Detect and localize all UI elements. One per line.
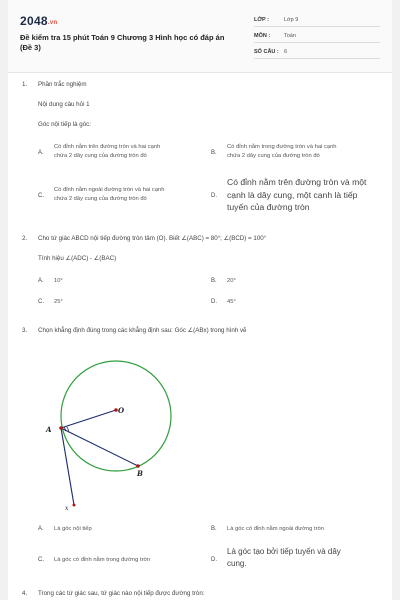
- question2-prompt: Tính hiệu ∠(ADC) - ∠(BAC): [38, 255, 117, 262]
- section1-heading: Phần trắc nghiệm: [38, 81, 87, 88]
- meta-class-key: LỚP :: [254, 17, 269, 23]
- option-letter: B.: [211, 526, 217, 532]
- option-text: Là góc nội tiếp: [54, 526, 92, 532]
- question2-text: Cho tứ giác ABCD nội tiếp đường tròn tâm (O). Biết ∠(ABC) = 80°; ∠(BCD) = 100°: [38, 235, 267, 242]
- logo-number: 2048: [20, 14, 48, 28]
- option-letter: B.: [211, 150, 217, 156]
- option-letter: C.: [38, 557, 44, 563]
- ray-ax: [61, 428, 74, 505]
- question1-text: Góc nội tiếp là góc:: [38, 121, 91, 128]
- point-b: [136, 464, 140, 468]
- option-letter: C.: [38, 299, 44, 305]
- option-text: [227, 546, 341, 570]
- label-x: x: [65, 505, 69, 512]
- logo-suffix: .vn: [47, 20, 58, 26]
- section1-subheading: Nội dung câu hỏi 1: [38, 101, 90, 108]
- option-text: Là góc có đỉnh nằm trong đường tròn: [54, 557, 150, 563]
- point-a: [59, 426, 63, 430]
- section1-number: 1.: [22, 81, 28, 88]
- label-o: O: [118, 406, 125, 415]
- option-value: 25°: [54, 299, 63, 305]
- meta-subject-value: Toán: [284, 33, 296, 39]
- meta-subject-key: MÔN :: [254, 33, 271, 39]
- question3-number: 3.: [22, 327, 28, 334]
- question2-number: 2.: [22, 235, 28, 242]
- option-letter: A.: [38, 278, 44, 284]
- meta-count-key: SỐ CÂU :: [254, 49, 279, 55]
- option-line: chứa 2 dây cung của đường tròn đó: [227, 152, 320, 159]
- title-line-2: (Đề 3): [20, 43, 41, 52]
- option-text: Là góc có đỉnh nằm ngoài đường tròn: [227, 526, 324, 532]
- worksheet-page: [8, 0, 392, 600]
- option-value: 20°: [227, 278, 236, 284]
- option-letter: D.: [211, 557, 217, 563]
- title-line-1: Đề kiểm tra 15 phút Toán 9 Chương 3 Hình học có đáp án: [20, 33, 225, 42]
- label-b: B: [137, 469, 143, 478]
- option-line: tuyến của đường tròn: [227, 202, 310, 212]
- segment-ao: [61, 410, 116, 428]
- option-line: Là góc tạo bởi tiếp tuyến và dây: [227, 547, 341, 556]
- option-letter: B.: [211, 278, 217, 284]
- option-line: cạnh là dây cung, một cạnh là tiếp: [227, 189, 358, 200]
- option-value: 10°: [54, 278, 63, 284]
- question4-number: 4.: [22, 590, 28, 597]
- option-letter: A.: [38, 526, 44, 532]
- meta-class-value: Lớp 9: [284, 17, 299, 23]
- option-line: chứa 2 dây cung của đường tròn đó: [54, 152, 147, 159]
- option-letter: C.: [38, 193, 44, 199]
- label-a: A: [46, 425, 52, 434]
- option-line: Có đỉnh nằm trong đường tròn và hai cạnh: [227, 144, 337, 150]
- question4-text: Trong các tứ giác sau, tứ giác nào nội tiếp được đường tròn:: [38, 590, 205, 597]
- question3-text: Chọn khẳng định đúng trong các khẳng định sau: Góc ∠(ABx) trong hình vẽ: [38, 327, 247, 334]
- option-line: Có đỉnh nằm ngoài đường tròn và hai cạnh: [54, 187, 165, 193]
- option-line: chứa 2 dây cung của đường tròn đó: [54, 195, 147, 202]
- chord-ab: [61, 428, 138, 466]
- option-value: 45°: [227, 299, 236, 305]
- meta-count-value: 6: [284, 49, 288, 55]
- option-line: Có đỉnh nằm trên đường tròn và hai cạnh: [54, 144, 161, 150]
- point-x: [73, 504, 76, 507]
- option-line: cung.: [227, 559, 247, 568]
- option-letter: D.: [211, 193, 217, 199]
- circle: [61, 361, 171, 471]
- option-line: Có đỉnh nằm trên đường tròn và một: [227, 177, 367, 187]
- option-letter: A.: [38, 150, 44, 156]
- option-letter: D.: [211, 299, 217, 305]
- geometry-figure: [8, 0, 392, 600]
